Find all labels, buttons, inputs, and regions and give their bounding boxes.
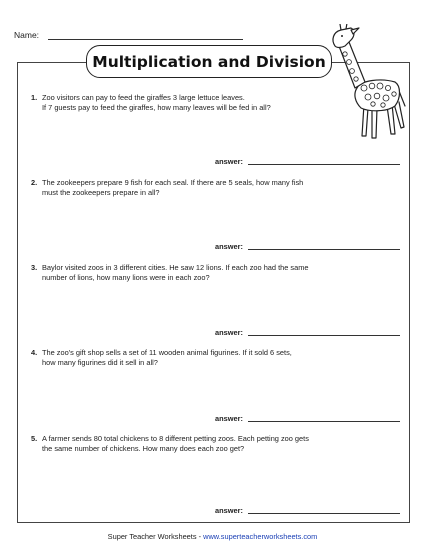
answer-label: answer: bbox=[215, 157, 243, 166]
problem-number: 1. bbox=[31, 93, 38, 102]
answer-line-5[interactable] bbox=[248, 513, 400, 514]
answer-line-3[interactable] bbox=[248, 335, 400, 336]
problem-line: A farmer sends 80 total chickens to 8 different petting zoos. Each petting zoo gets bbox=[42, 434, 309, 443]
giraffe-icon bbox=[331, 24, 407, 144]
problem-line: number of lions, how many lions were in each zoo? bbox=[42, 273, 210, 283]
answer-label: answer: bbox=[215, 414, 243, 423]
problem-text bbox=[42, 263, 342, 284]
problem-text bbox=[42, 434, 342, 455]
problem-line: The zoo's gift shop sells a set of 11 wooden animal figurines. If it sold 6 sets, bbox=[42, 348, 292, 357]
problem-number: 3. bbox=[31, 263, 38, 272]
problem-text bbox=[42, 348, 342, 369]
problem-line: If 7 guests pay to feed the giraffes, how many leaves will be fed in all? bbox=[42, 103, 271, 113]
problem-number: 4. bbox=[31, 348, 38, 357]
answer-line-1[interactable] bbox=[248, 164, 400, 165]
name-line[interactable] bbox=[48, 39, 243, 40]
name-label: Name: bbox=[14, 30, 40, 40]
answer-label: answer: bbox=[215, 242, 243, 251]
problem-number: 2. bbox=[31, 178, 38, 187]
problem-line: Zoo visitors can pay to feed the giraffes 3 large lettuce leaves. bbox=[42, 93, 245, 102]
problem-line: Baylor visited zoos in 3 different cities. He saw 12 lions. If each zoo had the same bbox=[42, 263, 309, 272]
page-title: Multiplication and Division bbox=[92, 52, 326, 71]
footer-brand: Super Teacher Worksheets bbox=[107, 532, 197, 541]
problem-line: must the zookeepers prepare in all? bbox=[42, 188, 160, 198]
problem-line: how many figurines did it sell in all? bbox=[42, 358, 158, 368]
problem-number: 5. bbox=[31, 434, 38, 443]
problem-line: the same number of chickens. How many does each zoo get? bbox=[42, 444, 245, 454]
footer-separator: - bbox=[196, 532, 204, 541]
title-box bbox=[86, 45, 332, 78]
answer-label: answer: bbox=[215, 506, 243, 515]
answer-label: answer: bbox=[215, 328, 243, 337]
problem-text bbox=[42, 93, 342, 114]
answer-line-4[interactable] bbox=[248, 421, 400, 422]
footer-site-link[interactable]: www.superteacherworksheets.com bbox=[203, 532, 318, 541]
answer-line-2[interactable] bbox=[248, 249, 400, 250]
problem-line: The zookeepers prepare 9 fish for each seal. If there are 5 seals, how many fish bbox=[42, 178, 304, 187]
problem-text bbox=[42, 178, 342, 199]
footer bbox=[0, 532, 425, 541]
